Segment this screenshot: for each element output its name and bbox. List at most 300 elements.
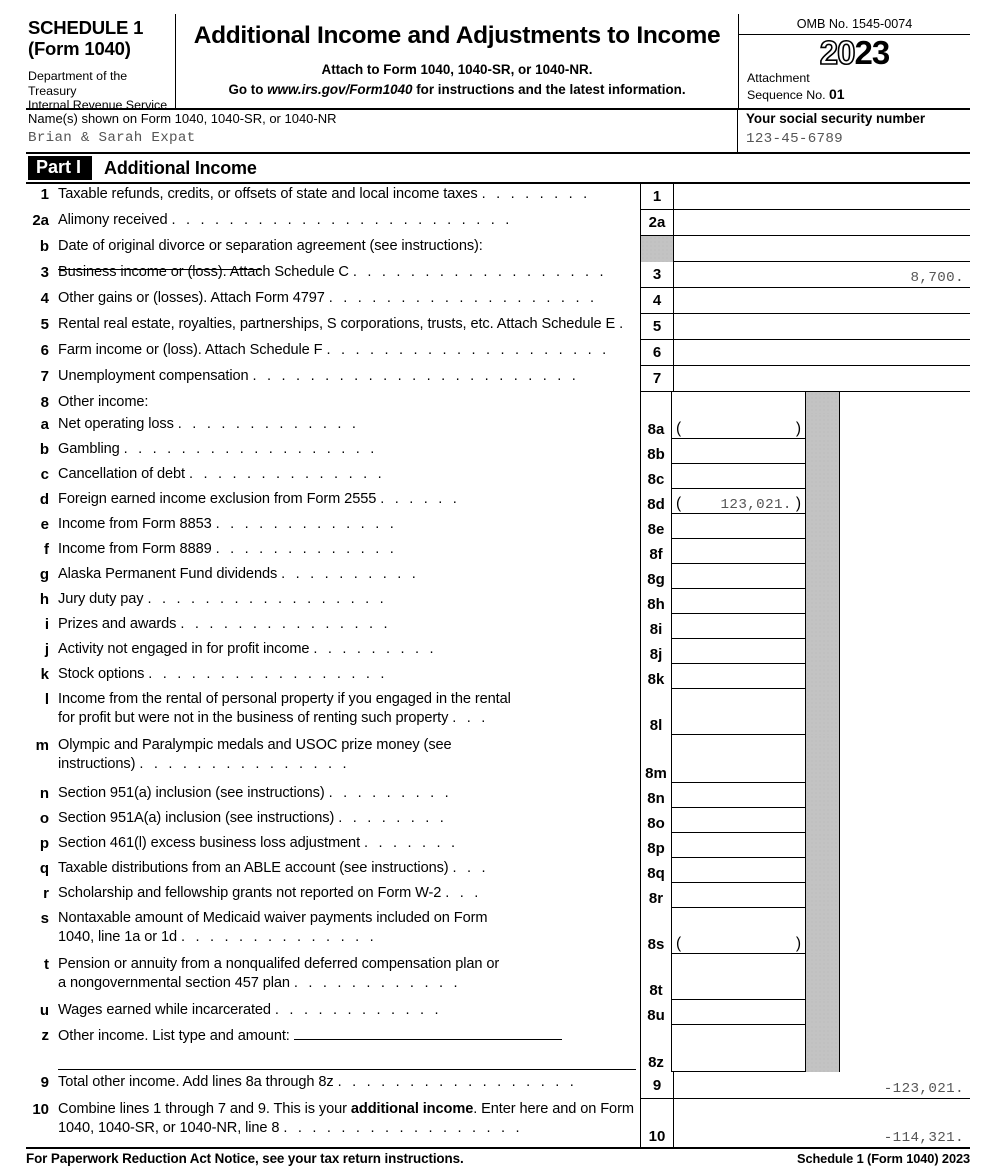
line-9-label: Total other income. Add lines 8a through 8z (58, 1074, 334, 1090)
line-8b-blank-cell (840, 439, 970, 464)
table-row-line-7 (26, 366, 970, 392)
line-8g-leader: . . . . . . . . . . (281, 566, 419, 582)
line-8r-blank-cell (840, 883, 970, 908)
line-4-description-cell (26, 288, 640, 314)
line-8k-value-cell[interactable] (672, 664, 806, 689)
sequence-line (747, 86, 970, 103)
line-8g-value-cell[interactable] (672, 564, 806, 589)
line-3-text (58, 262, 640, 282)
line-1-leader: . . . . . . . . (481, 186, 591, 202)
line-8o-shaded-column (806, 808, 840, 833)
line-8a-value-cell[interactable] (672, 414, 806, 439)
name-label: Name(s) shown on Form 1040, 1040-SR, or 1040-NR (28, 111, 337, 126)
line-8a-close-paren: ) (795, 420, 801, 437)
line-6-box-number: 6 (640, 340, 674, 366)
line-2b-amount-cell (674, 236, 970, 262)
line-8m-blank-cell (840, 735, 970, 783)
line-8s-letter: s (40, 910, 49, 927)
line-8j-blank-cell (840, 639, 970, 664)
line-8m-line2-text: instructions) (58, 756, 136, 773)
table-row-line-8n (26, 783, 970, 808)
line-2b-label: Date of original divorce or separation agreement (see instructions): (58, 238, 483, 254)
line-8b-label: Gambling (58, 441, 120, 457)
line-8a-description-cell (26, 414, 640, 439)
line-8n-leader: . . . . . . . . . (328, 785, 452, 801)
line-8p-blank-cell (840, 833, 970, 858)
line-8z-spacer (58, 1046, 640, 1056)
line-10-line2-text: 1040, 1040-SR, or 1040-NR, line 8 (58, 1120, 280, 1137)
line-8u-value-cell[interactable] (672, 1000, 806, 1025)
part-1-tag: Part I (28, 156, 92, 181)
line-8h-box-number: 8h (640, 589, 672, 614)
line-8a-text (58, 414, 640, 434)
line-5-label: Rental real estate, royalties, partnerships, S corporations, trusts, etc. Attach Schedule E (58, 316, 616, 332)
line-8t-leader: . . . . . . . . . . . . (293, 975, 461, 992)
line-8a-leader: . . . . . . . . . . . . . (177, 416, 360, 432)
line-8l-description-cell (26, 689, 640, 735)
table-row-line-8k (26, 664, 970, 689)
table-row-line-8l (26, 689, 970, 735)
line-9-box-number: 9 (640, 1072, 674, 1099)
line-8k-label: Stock options (58, 666, 145, 682)
table-row-line-3 (26, 262, 970, 288)
line-4-label: Other gains or (losses). Attach Form 4797 (58, 290, 325, 306)
line-8u-description-cell (26, 1000, 640, 1025)
table-row-line-8c (26, 464, 970, 489)
line-8s-line2 (58, 928, 640, 947)
line-8p-box-number: 8p (640, 833, 672, 858)
line-8z-shaded-column (806, 1025, 840, 1072)
goto-suffix: for instructions and the latest information. (412, 81, 686, 97)
other-income-amount-writein-field[interactable] (58, 1056, 636, 1070)
line-8g-blank-cell (840, 564, 970, 589)
line-10-text-a: Combine lines 1 through 7 and 9. This is your (58, 1101, 351, 1117)
line-10-text-b: . Enter here and on Form (473, 1101, 634, 1117)
header-center-block (176, 14, 738, 108)
line-8i-label: Prizes and awards (58, 616, 177, 632)
line-8e-shaded-column (806, 514, 840, 539)
table-row-line-8g (26, 564, 970, 589)
line-8s-paren-wrap (672, 935, 805, 953)
line-10-line1 (58, 1100, 640, 1119)
line-8l-value-cell[interactable] (672, 689, 806, 735)
omb-number: OMB No. 1545-0074 (739, 14, 970, 35)
table-row-line-4 (26, 288, 970, 314)
taxpayer-identification-row (26, 110, 970, 154)
line-2a-leader: . . . . . . . . . . . . . . . . . . . . . . . . (171, 212, 513, 228)
line-8q-description-cell (26, 858, 640, 883)
line-9-amount: -123,021. (883, 1081, 964, 1097)
table-row-line-8q (26, 858, 970, 883)
line-8m-shaded-column (806, 735, 840, 783)
table-row-line-8u (26, 1000, 970, 1025)
sublines-8a-8k-group (26, 414, 970, 689)
line-10-number: 10 (32, 1101, 49, 1118)
line-8m-value-cell[interactable] (672, 735, 806, 783)
line-8p-leader: . . . . . . . (364, 835, 459, 851)
line-8j-letter: j (44, 641, 49, 658)
line-8-number: 8 (40, 394, 49, 411)
line-8r-value-cell[interactable] (672, 883, 806, 908)
line-8e-text (58, 514, 640, 534)
line-8z-label: Other income. List type and amount: (58, 1028, 290, 1044)
line-8e-description-cell (26, 514, 640, 539)
line-8p-description-cell (26, 833, 640, 858)
line-8u-leader: . . . . . . . . . . . . (274, 1002, 442, 1018)
table-row-line-1 (26, 184, 970, 210)
line-8s-line2-text: 1040, line 1a or 1d (58, 929, 177, 946)
line-8f-label: Income from Form 8889 (58, 541, 212, 557)
line-8b-leader: . . . . . . . . . . . . . . . . . . (123, 441, 378, 457)
line-8f-blank-cell (840, 539, 970, 564)
line-8o-blank-cell (840, 808, 970, 833)
line-8i-leader: . . . . . . . . . . . . . . . (180, 616, 391, 632)
line-7-number: 7 (40, 368, 49, 385)
line-8d-text (58, 489, 640, 509)
line-8d-box-number: 8d (640, 489, 672, 514)
line-8e-blank-cell (840, 514, 970, 539)
line-2a-number: 2a (32, 212, 49, 229)
line-8k-blank-cell (840, 664, 970, 689)
tax-year-yy: 23 (854, 34, 890, 71)
line-8r-box-number: 8r (640, 883, 672, 908)
line-8c-letter: c (40, 466, 49, 483)
table-row-line-8f (26, 539, 970, 564)
form-identifier-footer: Schedule 1 (Form 1040) 2023 (797, 1151, 970, 1166)
line-8l-line1: Income from the rental of personal property if you engaged in the rental (58, 691, 511, 707)
line-8f-description-cell (26, 539, 640, 564)
part-1-header-bar (26, 154, 970, 184)
line-4-box-number: 4 (640, 288, 674, 314)
line-10-text (58, 1099, 640, 1139)
line-8-shaded-column-top (806, 392, 840, 414)
line-8-description-cell (26, 392, 640, 414)
line-8a-box-number: 8a (640, 414, 672, 439)
table-row-line-8-header (26, 392, 970, 414)
ssn-value[interactable]: 123-45-6789 (746, 130, 843, 147)
line-8t-line2-text: a nongovernmental section 457 plan (58, 975, 290, 992)
line-8z-text (58, 1025, 640, 1070)
line-8q-value-cell[interactable] (672, 858, 806, 883)
line-10-leader: . . . . . . . . . . . . . . . . . (283, 1120, 523, 1137)
line-8b-shaded-column (806, 439, 840, 464)
line-8d-open-paren: ( (676, 495, 682, 512)
line-8m-box-number: 8m (640, 735, 672, 783)
line-8s-value-cell[interactable] (672, 908, 806, 954)
line-8p-value-cell[interactable] (672, 833, 806, 858)
table-row-line-8m (26, 735, 970, 783)
schedule-title-line2: (Form 1040) (28, 38, 131, 60)
line-8n-description-cell (26, 783, 640, 808)
line-8f-value-cell[interactable] (672, 539, 806, 564)
attach-to-text: Attach to Form 1040, 1040-SR, or 1040-NR. (321, 61, 593, 77)
line-8k-shaded-column (806, 664, 840, 689)
header-right-block (738, 14, 970, 108)
line-3-description-cell (26, 262, 640, 288)
line-8j-box-number: 8j (640, 639, 672, 664)
table-row-line-8t (26, 954, 970, 1000)
line-5-amount-cell[interactable] (674, 314, 970, 340)
table-row-line-2a (26, 210, 970, 236)
line-1-description-cell (26, 184, 640, 210)
line-10-amount-cell[interactable] (674, 1099, 970, 1147)
line-8f-text (58, 539, 640, 559)
line-8b-box-number: 8b (640, 439, 672, 464)
line-2b-shaded-box (640, 236, 674, 262)
line-10-box-number: 10 (640, 1099, 674, 1147)
line-8n-label: Section 951(a) inclusion (see instructions) (58, 785, 325, 801)
form-footer (26, 1147, 970, 1166)
line-8c-leader: . . . . . . . . . . . . . . (188, 466, 385, 482)
line-4-text (58, 288, 640, 308)
line-8r-description-cell (26, 883, 640, 908)
part-1-title: Additional Income (104, 157, 257, 178)
line-8z-box-number: 8z (640, 1025, 672, 1072)
sequence-label: Sequence No. (747, 87, 829, 102)
line-8o-description-cell (26, 808, 640, 833)
line-1-text (58, 184, 640, 204)
table-row-line-5 (26, 314, 970, 340)
line-8d-description-cell (26, 489, 640, 514)
table-row-line-8b (26, 439, 970, 464)
line-8d-label: Foreign earned income exclusion from Form 2555 (58, 491, 377, 507)
line-8u-text (58, 1000, 640, 1020)
line-8q-label: Taxable distributions from an ABLE account (see instructions) (58, 860, 449, 876)
attachment-label: Attachment (747, 71, 810, 85)
table-row-line-8h (26, 589, 970, 614)
department-line1: Department of the Treasury (28, 69, 128, 98)
line-9-text (58, 1072, 640, 1092)
other-income-type-writein-field[interactable] (294, 1026, 562, 1040)
line-4-leader: . . . . . . . . . . . . . . . . . . . (328, 290, 598, 306)
line-8u-letter: u (39, 1002, 49, 1019)
line-8u-box-number: 8u (640, 1000, 672, 1025)
line-4-number: 4 (40, 290, 49, 307)
line-8g-shaded-column (806, 564, 840, 589)
line-8b-letter: b (39, 441, 49, 458)
line-8p-text (58, 833, 640, 853)
line-8d-paren-wrap (672, 495, 805, 513)
line-8n-letter: n (39, 785, 49, 802)
line-8e-leader: . . . . . . . . . . . . . (215, 516, 397, 532)
sub-label-spacer (640, 392, 672, 414)
name-value[interactable]: Brian & Sarah Expat (28, 130, 196, 147)
line-7-amount-cell[interactable] (674, 366, 970, 392)
line-6-description-cell (26, 340, 640, 366)
line-10-amount: -114,321. (883, 1130, 964, 1146)
line-2a-box-number: 2a (640, 210, 674, 236)
header-left-block (26, 14, 176, 113)
line-8k-box-number: 8k (640, 664, 672, 689)
line-8t-description-cell (26, 954, 640, 1000)
line-6-amount-cell[interactable] (674, 340, 970, 366)
goto-prefix: Go to (228, 81, 268, 97)
line-8u-blank-cell (840, 1000, 970, 1025)
line-8k-letter: k (40, 666, 49, 683)
table-row-line-10 (26, 1099, 970, 1147)
line-8a-open-paren: ( (676, 420, 682, 437)
line-8l-letter: l (44, 691, 49, 708)
line-8g-label: Alaska Permanent Fund dividends (58, 566, 278, 582)
table-row-line-8d (26, 489, 970, 514)
attachment-sequence-block (739, 69, 970, 102)
line-8z-description-cell (26, 1025, 640, 1072)
line-8h-label: Jury duty pay (58, 591, 144, 607)
line-8i-blank-cell (840, 614, 970, 639)
line-8p-shaded-column (806, 833, 840, 858)
table-row-line-6 (26, 340, 970, 366)
line-8s-blank-cell (840, 908, 970, 954)
line-8i-box-number: 8i (640, 614, 672, 639)
line-8o-value-cell[interactable] (672, 808, 806, 833)
irs-url-link[interactable]: www.irs.gov/Form1040 (267, 81, 413, 97)
line-8i-description-cell (26, 614, 640, 639)
line-8d-blank-cell (840, 489, 970, 514)
line-8m-leader: . . . . . . . . . . . . . . . (139, 756, 350, 773)
line-7-leader: . . . . . . . . . . . . . . . . . . . . . . . (252, 368, 579, 384)
line-8r-leader: . . . (445, 885, 482, 901)
line-1-box-number: 1 (640, 184, 674, 210)
line-8q-box-number: 8q (640, 858, 672, 883)
line-8t-blank-cell (840, 954, 970, 1000)
line-8r-label: Scholarship and fellowship grants not reported on Form W-2 (58, 885, 442, 901)
line-8a-letter: a (40, 416, 49, 433)
line-8h-text (58, 589, 640, 609)
line-8t-shaded-column (806, 954, 840, 1000)
sub-value-spacer (672, 392, 806, 414)
line-5-description-cell (26, 314, 640, 340)
line-8n-blank-cell (840, 783, 970, 808)
line-8f-shaded-column (806, 539, 840, 564)
table-row-line-8r (26, 883, 970, 908)
line-9-number: 9 (40, 1074, 49, 1091)
line-8b-value-cell[interactable] (672, 439, 806, 464)
line-8g-description-cell (26, 564, 640, 589)
line-8c-value-cell[interactable] (672, 464, 806, 489)
line-8n-value-cell[interactable] (672, 783, 806, 808)
line-9-description-cell (26, 1072, 640, 1099)
line-8i-text (58, 614, 640, 634)
line-8u-shaded-column (806, 1000, 840, 1025)
line-8f-leader: . . . . . . . . . . . . . (215, 541, 397, 557)
line-7-box-number: 7 (640, 366, 674, 392)
line-7-label: Unemployment compensation (58, 368, 249, 384)
line-8j-leader: . . . . . . . . . (313, 641, 437, 657)
form-header (26, 14, 970, 113)
line-8l-text (58, 689, 640, 729)
line-8t-line2 (58, 974, 640, 993)
table-row-line-8i (26, 614, 970, 639)
form-sheet (26, 14, 970, 1166)
line-8j-text (58, 639, 640, 659)
line-8a-blank-cell (840, 414, 970, 439)
line-8f-letter: f (44, 541, 49, 558)
line-8n-box-number: 8n (640, 783, 672, 808)
line-8z-letter: z (41, 1027, 49, 1044)
line-2b-description-cell (26, 236, 640, 262)
line-5-number: 5 (40, 316, 49, 333)
line-8u-label: Wages earned while incarcerated (58, 1002, 271, 1018)
department-line2: Internal Revenue Service (28, 98, 168, 113)
line-8i-letter: i (44, 616, 49, 633)
line-3-box-number: 3 (640, 262, 674, 288)
line-8z-value-cell[interactable] (672, 1025, 806, 1072)
line-10-line2 (58, 1119, 640, 1138)
line-8d-close-paren: ) (795, 495, 801, 512)
line-2a-text (58, 210, 640, 230)
line-8c-box-number: 8c (640, 464, 672, 489)
line-5-box-number: 5 (640, 314, 674, 340)
department-block (28, 69, 169, 113)
line-8c-description-cell (26, 464, 640, 489)
line-8a-shaded-column (806, 414, 840, 439)
line-8c-label: Cancellation of debt (58, 466, 185, 482)
ssn-label: Your social security number (746, 111, 926, 126)
line-8s-close-paren: ) (795, 935, 801, 952)
line-8a-paren-wrap (672, 420, 805, 438)
line-8p-label: Section 461(l) excess business loss adjustment (58, 835, 361, 851)
line-8r-shaded-column (806, 883, 840, 908)
ssn-field-block[interactable] (738, 110, 970, 152)
line-8e-letter: e (40, 516, 49, 533)
line-8q-leader: . . . (452, 860, 489, 876)
line-8m-letter: m (35, 737, 49, 754)
line-8j-label: Activity not engaged in for profit income (58, 641, 310, 657)
line-8s-shaded-column (806, 908, 840, 954)
line-6-leader: . . . . . . . . . . . . . . . . . . . . (326, 342, 610, 358)
line-8m-text (58, 735, 640, 775)
line-8n-shaded-column (806, 783, 840, 808)
line-8h-value-cell[interactable] (672, 589, 806, 614)
line-8e-value-cell[interactable] (672, 514, 806, 539)
line-8d-value: 123,021. (720, 497, 792, 513)
line-10-text-bold: additional income (350, 1101, 474, 1117)
name-field-block[interactable] (26, 110, 738, 152)
line-8t-line1: Pension or annuity from a nonqualifed deferred compensation plan or (58, 956, 500, 972)
line-8q-text (58, 858, 640, 878)
tax-year-century: 20 (819, 34, 855, 71)
line-9-amount-cell[interactable] (674, 1072, 970, 1099)
line-8k-description-cell (26, 664, 640, 689)
goto-url-text (176, 82, 738, 99)
line-1-label: Taxable refunds, credits, or offsets of state and local income taxes (58, 186, 478, 202)
line-8e-label: Income from Form 8853 (58, 516, 212, 532)
line-8r-text (58, 883, 640, 903)
line-8h-shaded-column (806, 589, 840, 614)
line-8o-box-number: 8o (640, 808, 672, 833)
line-3-amount-cell[interactable] (674, 262, 970, 288)
line-8i-value-cell[interactable] (672, 614, 806, 639)
line-8t-value-cell[interactable] (672, 954, 806, 1000)
line-8s-description-cell (26, 908, 640, 954)
line-8o-label: Section 951A(a) inclusion (see instructions) (58, 810, 335, 826)
line-8j-value-cell[interactable] (672, 639, 806, 664)
line-8s-text (58, 908, 640, 948)
line-8i-shaded-column (806, 614, 840, 639)
line-8t-text (58, 954, 640, 994)
table-row-line-8o (26, 808, 970, 833)
line-8d-value-cell[interactable] (672, 489, 806, 514)
line-4-amount-cell[interactable] (674, 288, 970, 314)
schedule-title (28, 17, 169, 59)
line-8k-leader: . . . . . . . . . . . . . . . . . (148, 666, 388, 682)
tax-year (820, 36, 889, 69)
table-row-line-2b (26, 236, 970, 262)
line-7-description-cell (26, 366, 640, 392)
line-1-amount-cell[interactable] (674, 184, 970, 210)
line-2a-amount-cell[interactable] (674, 210, 970, 236)
line-8t-box-number: 8t (640, 954, 672, 1000)
